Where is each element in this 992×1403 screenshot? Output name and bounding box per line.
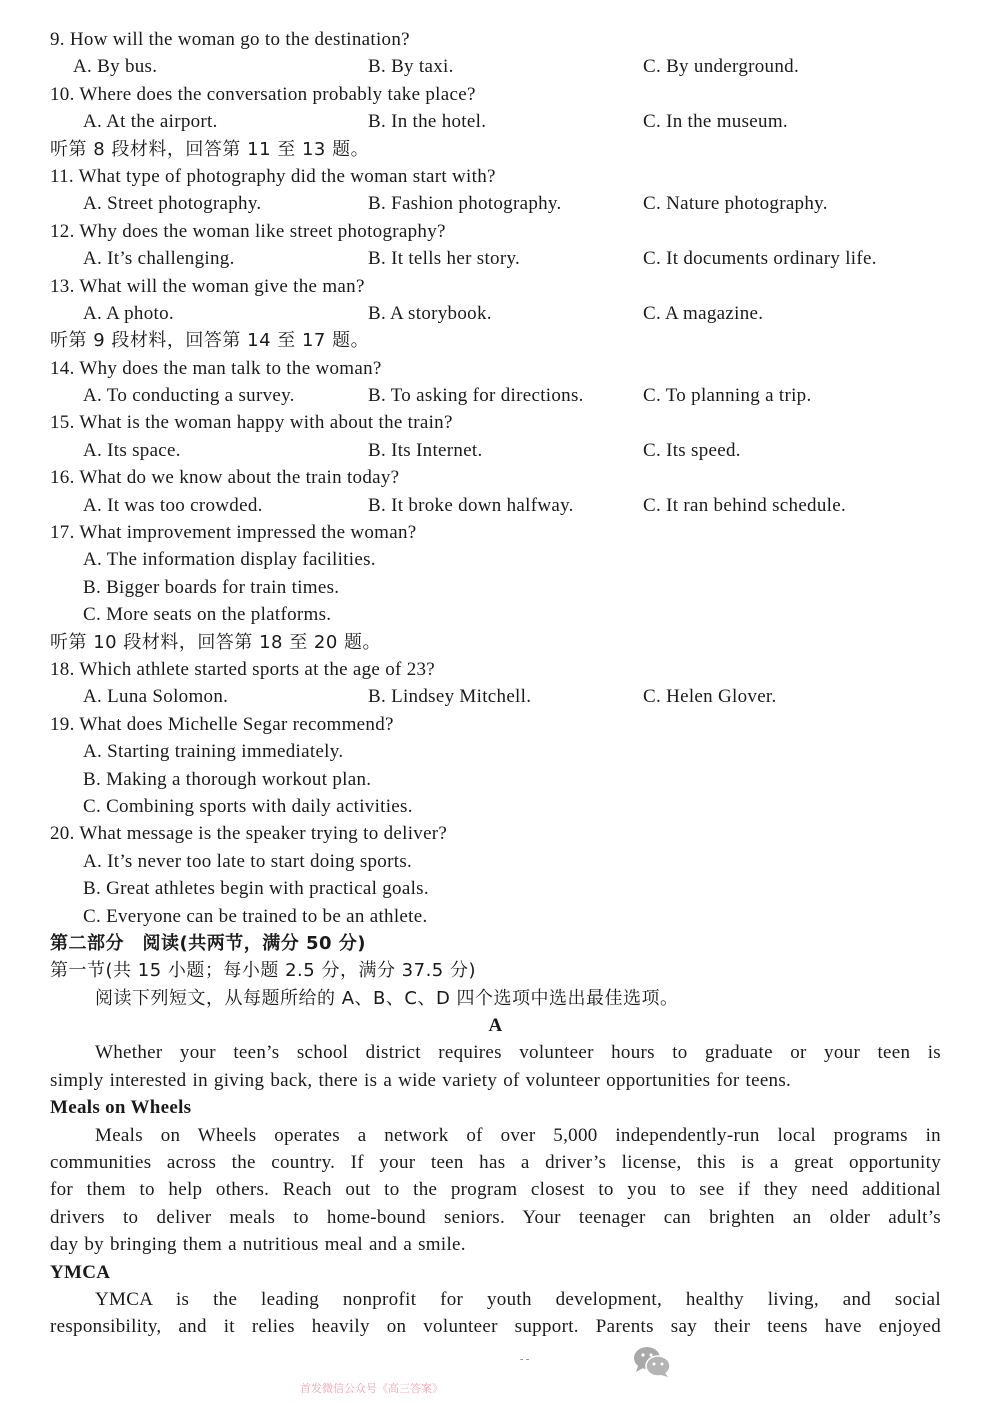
option-b: B. It tells her story. <box>368 248 521 270</box>
question-15 <box>50 409 941 436</box>
question-text: 13. What will the woman give the man? <box>50 275 365 297</box>
section-instruction: 听第 8 段材料，回答第 11 至 13 题。 <box>50 138 370 160</box>
question-16 <box>50 464 941 491</box>
question-20 <box>50 820 941 847</box>
option-a: A. Luna Solomon. <box>83 686 229 708</box>
option-c: C. Its speed. <box>643 439 741 461</box>
question-text: 18. Which athlete started sports at the age of 23? <box>50 658 436 680</box>
option-b: B. Its Internet. <box>368 439 483 461</box>
question-text: 17. What improvement impressed the woman? <box>50 522 417 544</box>
option-c: C. More seats on the platforms. <box>83 604 332 626</box>
exam-page <box>50 26 941 1341</box>
option-b: B. Making a thorough workout plan. <box>83 768 372 790</box>
subheading-ymca: YMCA <box>50 1261 111 1283</box>
question-text: 14. Why does the man talk to the woman? <box>50 357 382 379</box>
option-c: C. Everyone can be trained to be an athlete. <box>83 905 428 927</box>
option-b: B. By taxi. <box>368 56 454 78</box>
option-a: A. It was too crowded. <box>83 494 263 516</box>
section-instruction: 听第 9 段材料，回答第 14 至 17 题。 <box>50 330 370 352</box>
option-c: C. To planning a trip. <box>643 385 812 407</box>
option-b: B. Lindsey Mitchell. <box>368 686 532 708</box>
options-18 <box>50 683 941 710</box>
question-19 <box>50 711 941 738</box>
question-text: 19. What does Michelle Segar recommend? <box>50 713 394 735</box>
option-a: A. Starting training immediately. <box>83 741 344 763</box>
options-9 <box>50 53 941 80</box>
options-15 <box>50 437 941 464</box>
option-c: C. It documents ordinary life. <box>643 248 877 270</box>
page-number: - - <box>520 1354 530 1365</box>
option-b: B. In the hotel. <box>368 111 487 133</box>
option-a: A. It’s never too late to start doing sports. <box>83 850 413 872</box>
option-c: C. A magazine. <box>643 302 764 324</box>
question-13 <box>50 273 941 300</box>
option-c: C. Nature photography. <box>643 193 828 215</box>
paragraph-line: drivers to deliver meals to home-bound seniors. Your teenager can brighten an older adult’s <box>50 1206 941 1228</box>
paragraph-line: YMCA is the leading nonprofit for youth development, healthy living, and social <box>95 1288 941 1310</box>
paragraph-line: responsibility, and it relies heavily on volunteer support. Parents say their teens have enjoyed <box>50 1316 941 1338</box>
options-10 <box>50 108 941 135</box>
intro-line: simply interested in giving back, there is a wide variety of volunteer opportunities for teens. <box>50 1069 792 1091</box>
question-text: 15. What is the woman happy with about the train? <box>50 412 453 434</box>
paragraph-line: Meals on Wheels operates a network of over 5,000 independently-run local programs in <box>95 1124 941 1146</box>
question-11 <box>50 163 941 190</box>
question-text: 12. Why does the woman like street photography? <box>50 220 446 242</box>
option-a: A. Its space. <box>83 439 181 461</box>
watermark: 首发微信公众号《高三答案》 <box>300 1382 443 1395</box>
intro-line: Whether your teen’s school district requires volunteer hours to graduate or your teen is <box>95 1042 941 1064</box>
option-c: C. Combining sports with daily activities. <box>83 795 413 817</box>
passage-label: A <box>488 1015 503 1037</box>
option-a: A. Street photography. <box>83 193 262 215</box>
subheading-meals-on-wheels: Meals on Wheels <box>50 1097 192 1119</box>
option-b: B. Great athletes begin with practical goals. <box>83 878 429 900</box>
options-13 <box>50 300 941 327</box>
question-text: 9. How will the woman go to the destination? <box>50 29 410 50</box>
option-b: B. It broke down halfway. <box>368 494 574 516</box>
option-b: B. Bigger boards for train times. <box>83 576 340 598</box>
option-a: A. It’s challenging. <box>83 248 235 270</box>
paragraph-line: for them to help others. Reach out to the program closest to you to see if they need additional <box>50 1179 941 1201</box>
question-18 <box>50 656 941 683</box>
question-9 <box>50 26 941 53</box>
option-a: A. To conducting a survey. <box>83 385 295 407</box>
part-heading: 第二部分 阅读(共两节，满分 50 分) <box>50 932 367 954</box>
option-c: C. By underground. <box>643 56 799 78</box>
paragraph-line: day by bringing them a nutritious meal and a smile. <box>50 1234 466 1256</box>
question-text: 10. Where does the conversation probably take place? <box>50 83 476 105</box>
question-17 <box>50 519 941 546</box>
option-a: A. By bus. <box>73 56 158 78</box>
wechat-icon <box>632 1346 672 1378</box>
option-c: C. Helen Glover. <box>643 686 777 708</box>
option-b: B. To asking for directions. <box>368 385 584 407</box>
option-a: A. The information display facilities. <box>83 549 376 571</box>
option-c: C. In the museum. <box>643 111 788 133</box>
question-10 <box>50 81 941 108</box>
option-a: A. A photo. <box>83 302 174 324</box>
options-11 <box>50 190 941 217</box>
option-b: B. A storybook. <box>368 302 492 324</box>
question-text: 16. What do we know about the train today? <box>50 467 400 489</box>
options-12 <box>50 245 941 272</box>
paragraph-line: communities across the country. If your teen has a driver’s license, this is a great opportunity <box>50 1152 941 1174</box>
option-c: C. It ran behind schedule. <box>643 494 847 516</box>
section-instruction: 听第 10 段材料，回答第 18 至 20 题。 <box>50 631 382 653</box>
section-heading: 第一节(共 15 小题；每小题 2.5 分，满分 37.5 分) <box>50 960 476 982</box>
question-14 <box>50 355 941 382</box>
options-14 <box>50 382 941 409</box>
reading-instruction: 阅读下列短文，从每题所给的 A、B、C、D 四个选项中选出最佳选项。 <box>95 987 679 1009</box>
question-text: 11. What type of photography did the woman start with? <box>50 165 496 187</box>
question-12 <box>50 218 941 245</box>
options-16 <box>50 492 941 519</box>
option-a: A. At the airport. <box>83 111 218 133</box>
question-text: 20. What message is the speaker trying to deliver? <box>50 823 448 845</box>
option-b: B. Fashion photography. <box>368 193 562 215</box>
